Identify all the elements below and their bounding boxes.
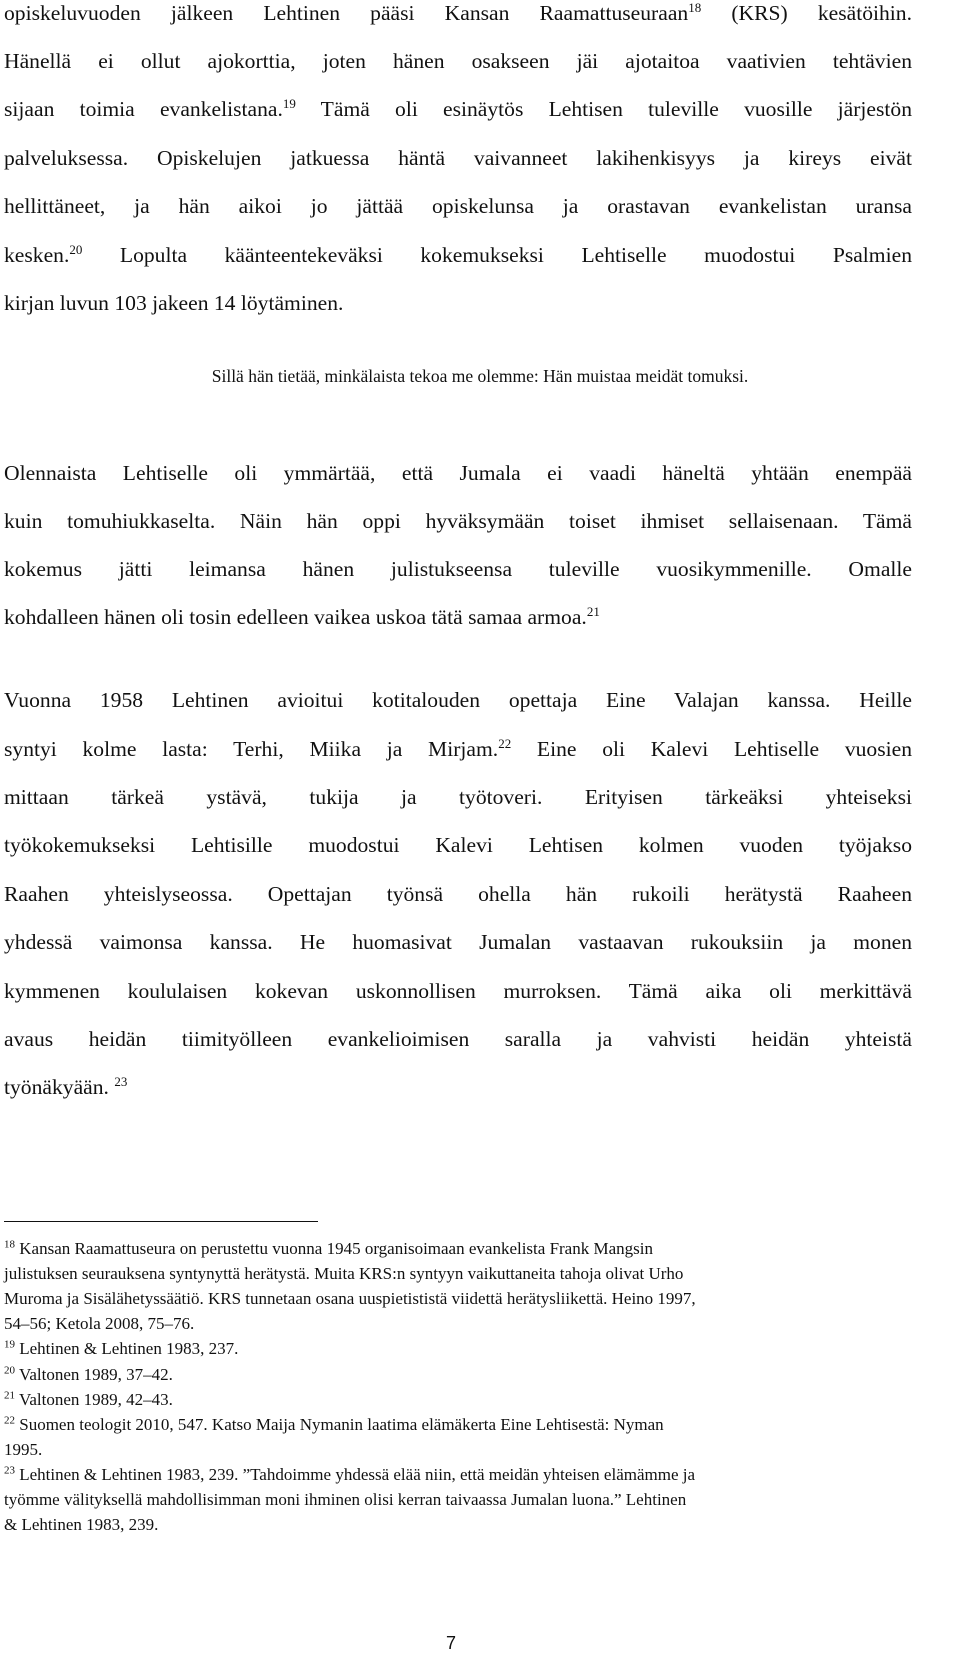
footnote-line: & Lehtinen 1983, 239. — [4, 1515, 159, 1534]
footnote-18: $^{18}$ Kansan Raamattuseura on perustettu vuonna 1945 organisoimaan evankelista Frank Mangsin — [4, 1238, 653, 1258]
body-line: hellittäneet, ja hän aikoi jo jättää opiskelunsa ja orastavan evankelistan uransa — [4, 194, 912, 218]
footnote-ref[interactable]: 21 — [586, 603, 600, 619]
body-line: kirjan luvun 103 jakeen 14 löytäminen. — [4, 291, 344, 315]
footnote-ref[interactable]: 23 — [114, 1073, 128, 1089]
footnote-line: 54–56; Ketola 2008, 75–76. — [4, 1314, 195, 1333]
footnote-19: $^{19}$ Lehtinen & Lehtinen 1983, 237. — [4, 1338, 239, 1358]
footnote-line: työmme välityksellä mahdollisimman moni ihminen olisi kerran taivaassa Jumalan luona.” Lehtinen — [4, 1490, 687, 1509]
psalm-quote: Sillä hän tietää, minkälaista tekoa me olemme: Hän muistaa meidät tomuksi. — [211, 366, 749, 386]
footnote-ref[interactable]: 18 — [688, 0, 702, 15]
body-line: palveluksessa. Opiskelujen jatkuessa häntä vaivanneet lakihenkisyys ja kireys eivät — [4, 146, 912, 170]
footnote-ref[interactable]: 22 — [498, 735, 512, 751]
footnote-23: $^{23}$ Lehtinen & Lehtinen 1983, 239. ”Tahdoimme yhdessä elää niin, että meidän yhteisen elämämme ja — [4, 1464, 696, 1484]
footnote-number: 20 — [4, 1364, 15, 1377]
footnote-ref[interactable]: 19 — [282, 95, 296, 111]
body-line: kokemus jätti leimansa hänen julistukseensa tuleville vuosikymmenille. Omalle — [4, 557, 912, 581]
footnote-line: 1995. — [4, 1440, 43, 1459]
footnote-number: 21 — [4, 1389, 15, 1402]
body-line: kuin tomuhiukkaselta. Näin hän oppi hyväksymään toiset ihmiset sellaisenaan. Tämä — [4, 509, 912, 533]
footnote-number: 23 — [4, 1464, 15, 1477]
body-line: avaus heidän tiimityölleen evankelioimisen saralla ja vahvisti heidän yhteistä — [4, 1027, 912, 1051]
body-line: työkokemukseksi Lehtisille muodostui Kalevi Lehtisen kolmen vuoden työjakso — [4, 833, 912, 857]
body-line: mittaan tärkeä ystävä, tukija ja työtoveri. Erityisen tärkeäksi yhteiseksi — [4, 785, 912, 809]
body-line: kesken.$^{20}$ Lopulta käänteentekeväksi kokemukseksi Lehtiselle muodostui Psalmien — [4, 241, 912, 267]
body-line: opiskeluvuoden jälkeen Lehtinen pääsi Kansan Raamattuseuraan$^{18}$ (KRS) kesätöihin. — [4, 0, 912, 25]
footnote-20: $^{20}$ Valtonen 1989, 37–42. — [4, 1364, 173, 1384]
body-line: työnäkyään. $^{23}$ — [4, 1073, 128, 1099]
footnote-21: $^{21}$ Valtonen 1989, 42–43. — [4, 1389, 173, 1409]
body-line: Vuonna 1958 Lehtinen avioitui kotitalouden opettaja Eine Valajan kanssa. Heille — [4, 688, 912, 712]
body-line: Raahen yhteislyseossa. Opettajan työnsä ohella hän rukoili herätystä Raaheen — [4, 882, 912, 906]
footnote-line: julistuksen seurauksena syntynyttä herätystä. Muita KRS:n syntyyn vaikuttaneita tahoja olivat Urho — [4, 1264, 684, 1283]
footnote-separator — [4, 1221, 318, 1222]
body-line: syntyi kolme lasta: Terhi, Miika ja Mirjam.$^{22}$ Eine oli Kalevi Lehtiselle vuosien — [4, 735, 912, 761]
footnote-22: $^{22}$ Suomen teologit 2010, 547. Katso Maija Nymanin laatima elämäkerta Eine Lehtisestä: Nyman — [4, 1414, 664, 1434]
footnote-number: 19 — [4, 1338, 15, 1351]
footnote-number: 22 — [4, 1414, 15, 1427]
body-line: kohdalleen hänen oli tosin edelleen vaikea uskoa tätä samaa armoa.$^{21}$ — [4, 603, 600, 629]
footnote-number: 18 — [4, 1238, 15, 1251]
page-number: 7 — [446, 1633, 457, 1653]
body-line: yhdessä vaimonsa kanssa. He huomasivat Jumalan vastaavan rukouksiin ja monen — [4, 930, 912, 954]
body-line: Hänellä ei ollut ajokorttia, joten hänen osakseen jäi ajotaitoa vaativien tehtävien — [4, 49, 912, 73]
body-line: kymmenen koululaisen kokevan uskonnollisen murroksen. Tämä aika oli merkittävä — [4, 979, 912, 1003]
body-line: Olennaista Lehtiselle oli ymmärtää, että Jumala ei vaadi häneltä yhtään enempää — [4, 461, 912, 485]
footnote-ref[interactable]: 20 — [69, 241, 83, 257]
body-line: sijaan toimia evankelistana.$^{19}$ Tämä oli esinäytös Lehtisen tuleville vuosille järjestön — [4, 95, 913, 121]
footnote-line: Muroma ja Sisälähetyssäätiö. KRS tunnetaan osana uuspietististä viidettä herätysliikettä. Heino 1997, — [4, 1289, 696, 1308]
